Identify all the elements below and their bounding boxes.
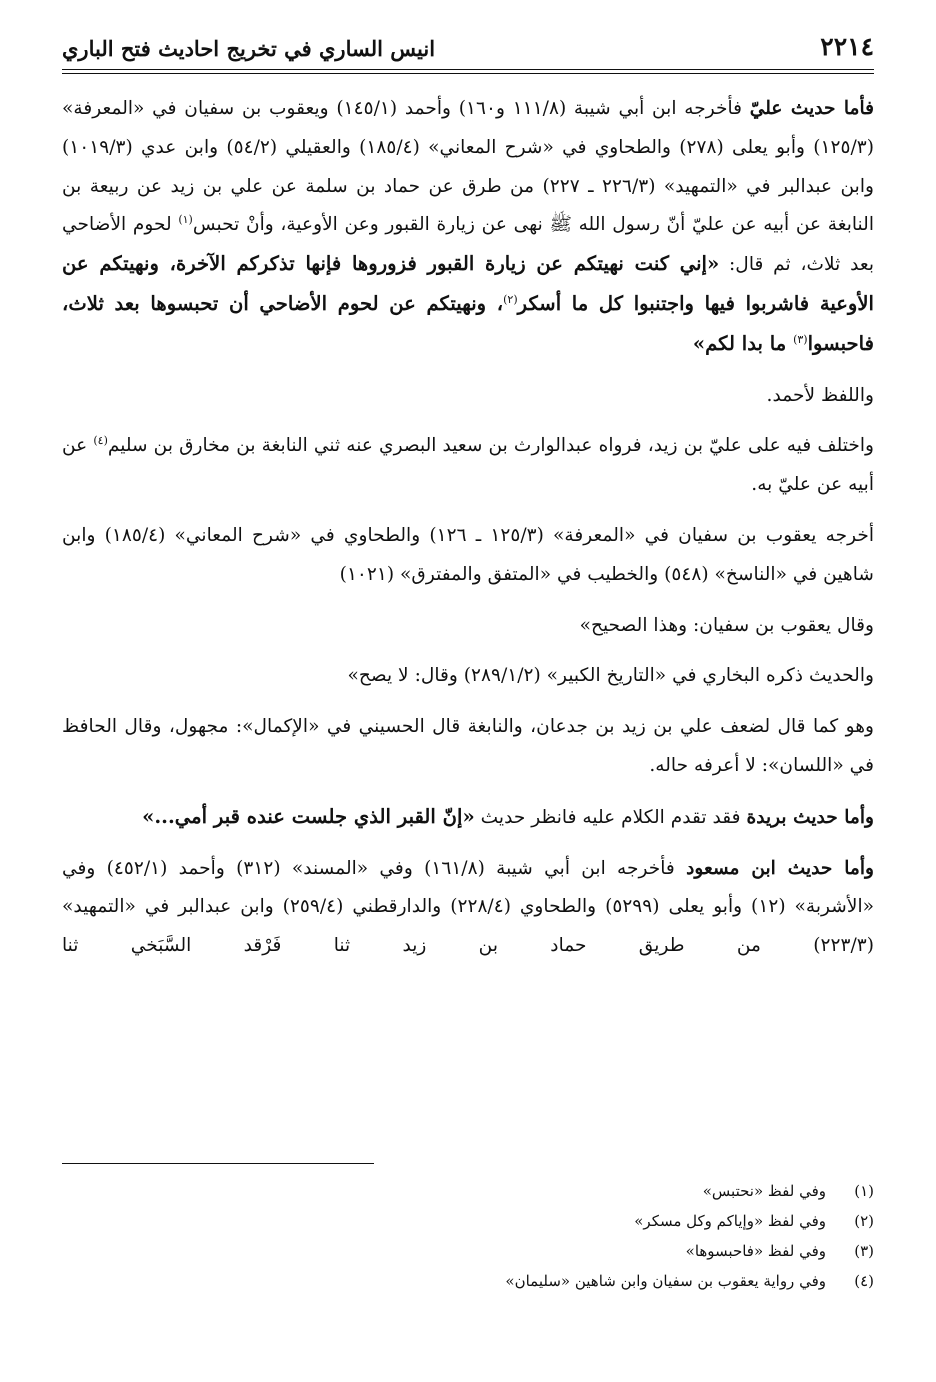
footnote-text: وفي لفظ «وإياكم وكل مسكر» [634, 1212, 826, 1230]
footnote [62, 1206, 874, 1236]
paragraph-wording: واللفظ لأحمد. [766, 384, 874, 406]
footnote-ref: (١) [178, 213, 193, 227]
footnote-number: (١) [854, 1182, 874, 1200]
header-rule-thin [62, 73, 874, 74]
paragraph-ibn-masud [62, 850, 874, 966]
footnote [62, 1236, 874, 1266]
footnote-text: وفي رواية يعقوب بن سفيان وابن شاهين «سليمان» [505, 1272, 826, 1290]
paragraph-text: واختلف فيه على عليّ بن زيد، فرواه عبدالوارث بن سعيد البصري عنه ثني النابغة بن مخارق بن سليم [107, 435, 874, 457]
paragraph-bukhari: والحديث ذكره البخاري في «التاريخ الكبير» (٢٨٩/١/٢) وقال: لا يصح» [347, 665, 874, 687]
footnote-ref: (٣) [793, 332, 808, 346]
paragraph-disagreement [62, 427, 874, 505]
running-title: انيس الساري في تخريج احاديث فتح الباري [62, 36, 436, 61]
header-rule [62, 69, 874, 70]
paragraph-ali-hadith [62, 90, 874, 365]
footnote-separator [62, 1163, 374, 1164]
section-lead: فأما حديث عليّ [749, 98, 875, 119]
paragraph-text: فأخرجه ابن أبي شيبة (١١١/٨ و١٦٠) وأحمد (١٤٥/١) ويعقوب بن سفيان في «المعرفة» (١٢٥/٣) وأبو يعلى (٢٧٨) والطحاوي في «شرح المعاني» (١٨٥/٤) والعقيلي (٥٤/٢) وابن عدي (١٠١٩/٣) وابن عبدالبر في «التمهيد» (٢٢٦/٣ ـ ٢٢٧) من طرق عن حماد بن سلمة عن علي بن زيد عن ربيعة بن النابغة عن أبيه عن عليّ أنّ رسول الله ﷺ نهى عن زيارة القبور وعن الأوعية، وأنْ تحبس [62, 98, 874, 236]
footnote-ref: (٢) [503, 292, 518, 306]
hadith-quote: ، ونهيتكم عن لحوم الأضاحي أن تحبسوها بعد ثلاث، فاحبسوا [62, 291, 874, 355]
footnote-text: وفي لفظ «فاحبسوها» [685, 1242, 826, 1260]
paragraph-text: فقد تقدم الكلام عليه فانظر حديث [474, 806, 747, 828]
paragraph-weakness: وهو كما قال لضعف علي بن زيد بن جدعان، والنابغة قال الحسيني في «الإكمال»: مجهول، وقال الحافظ في «اللسان»: لا أعرفه حاله. [62, 716, 874, 776]
paragraph-text: فأخرجه ابن أبي شيبة (١٦١/٨) وفي «المسند» (٣١٢) وأحمد (٤٥٢/١) وفي «الأشربة» (١٢) وأبو يعلى (٥٢٩٩) والطحاوي (٢٢٨/٤) والدارقطني (٢٥٩/٤) وابن عبدالبر في «التمهيد» (٢٢٣/٣) من طريق حماد بن زيد ثنا فَرْقد السَّبَخي ثنا [62, 857, 875, 957]
footnotes [62, 1176, 874, 1296]
footnote [62, 1266, 874, 1296]
section-lead: وأما حديث بريدة [746, 806, 874, 828]
hadith-quote: «إني كنت نهيتكم عن زيارة القبور فزوروها فإنها تذكركم الآخرة، ونهيتكم عن الأوعية فاشربوا فيها واجتنبوا كل ما أسكر [62, 252, 875, 315]
page-header [62, 30, 874, 70]
paragraph-text: لحوم الأضاحي بعد ثلاث، ثم قال: [62, 214, 874, 276]
footnote [62, 1176, 874, 1206]
main-text [62, 90, 874, 978]
paragraph-text: عن أبيه عن عليّ به. [62, 435, 874, 496]
section-lead: وأما حديث ابن مسعود [686, 857, 874, 879]
footnote-ref: (٤) [93, 434, 108, 448]
paragraph-yaqub: وقال يعقوب بن سفيان: وهذا الصحيح» [579, 614, 874, 636]
footnote-number: (٣) [854, 1242, 874, 1260]
page-number: ٢٢١٤ [820, 32, 874, 61]
paragraph-takhrij: أخرجه يعقوب بن سفيان في «المعرفة» (١٢٥/٣ ـ ١٢٦) والطحاوي في «شرح المعاني» (١٨٥/٤) وابن شاهين في «الناسخ» (٥٤٨) والخطيب في «المتفق والمفترق» (١٠٢١) [62, 524, 874, 585]
hadith-quote: «إنّ القبر الذي جلست عنده قبر أمي...» [142, 804, 475, 828]
footnote-text: وفي لفظ «نحتبس» [702, 1182, 826, 1200]
paragraph-buraydah [62, 798, 874, 838]
footnote-number: (٤) [854, 1272, 874, 1290]
hadith-quote: ما بدا لكم» [692, 331, 794, 355]
footnote-number: (٢) [854, 1212, 874, 1230]
